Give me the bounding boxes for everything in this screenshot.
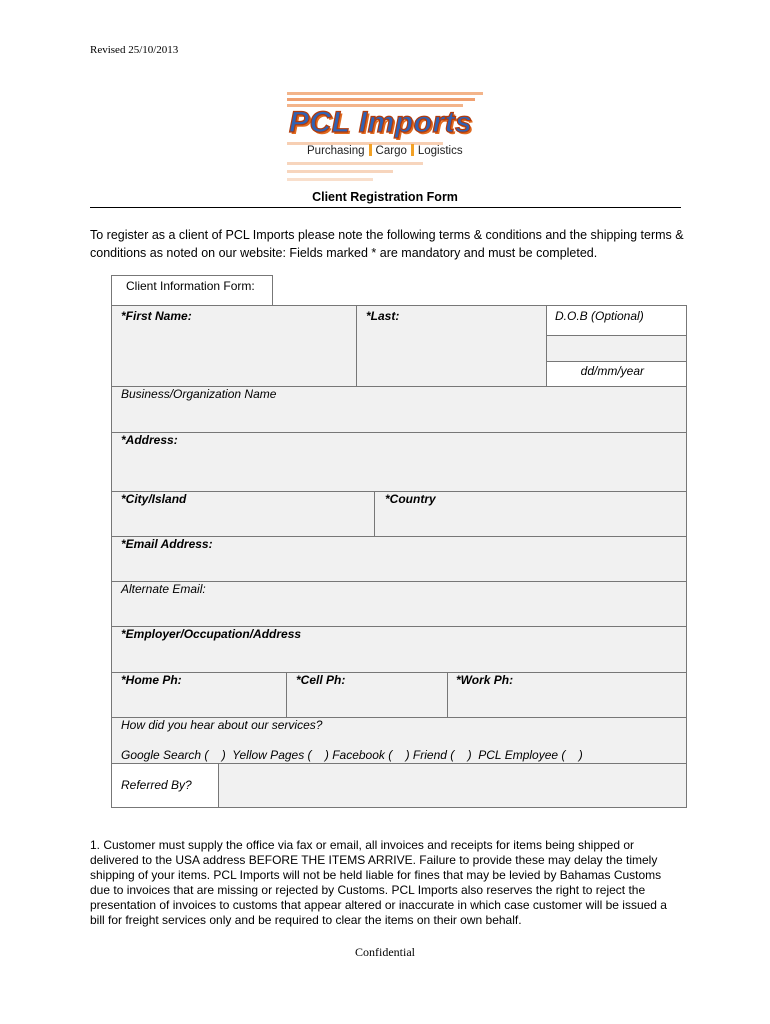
business-field[interactable] [111,386,687,433]
referral-options[interactable]: Google Search ( ) Yellow Pages ( ) Facebook ( ) Friend ( ) PCL Employee ( ) [121,748,583,762]
address-label: *Address: [121,433,178,447]
dob-label-cell [546,305,687,336]
page-title: Client Registration Form [312,190,458,204]
employer-label: *Employer/Occupation/Address [121,627,302,641]
referred-by-field[interactable] [218,763,687,808]
email-field[interactable] [111,536,687,582]
revised-date: Revised 25/10/2013 [90,44,179,56]
terms-footnote: 1. Customer must supply the office via fax or email, all invoices and receipts for items being shipped or delivered to the USA address BEFORE THE ITEMS ARRIVE. Failure to provide these may delay the timely shipping of your items. PCL Imports will not be held liable for fines that may be levied by Bahamas Customs due to invoices that are missing or rejected by Customs. PCL Imports also reserves the right to reject the presentation of invoices to customs that appear altered or inaccurate in which case customer will be issued a bill for freight services only and be required to clear the items on their own behalf. [90,838,667,927]
referred-by-label: Referred By? [121,778,192,792]
business-label: Business/Organization Name [121,387,277,401]
address-field[interactable] [111,432,687,492]
last-name-label: *Last: [366,309,400,323]
dob-format-cell [546,361,687,387]
referral-question: How did you hear about our services? [121,718,323,732]
cell-phone-field[interactable] [286,672,448,718]
first-name-field[interactable] [111,305,357,387]
alt-email-field[interactable] [111,581,687,627]
logo-tagline: Purchasing Cargo Logistics [307,145,463,157]
section-tab [111,275,273,306]
home-phone-field[interactable] [111,672,287,718]
logo-wordmark: PCL Imports [289,106,473,139]
first-name-label: *First Name: [121,309,192,323]
country-field[interactable] [374,491,687,537]
referred-by-label-cell [111,763,219,808]
intro-text: To register as a client of PCL Imports please note the following terms & conditions and the shipping terms & conditions as noted on our website: Fields marked * are mandatory and must be completed. [90,228,684,260]
referral-source-field[interactable] [111,717,687,764]
dob-label: D.O.B (Optional) [555,309,644,323]
section-label: Client Information Form: [126,279,255,293]
work-phone-field[interactable] [447,672,687,718]
city-label: *City/Island [121,492,187,506]
title-divider [90,207,681,208]
email-label: *Email Address: [121,537,213,551]
confidential-footer: Confidential [355,945,415,959]
dob-field[interactable] [546,335,687,362]
work-phone-label: *Work Ph: [456,673,514,687]
country-label: *Country [385,492,436,506]
employer-field[interactable] [111,626,687,673]
last-name-field[interactable] [356,305,547,387]
dob-format: dd/mm/year [580,364,644,378]
city-field[interactable] [111,491,375,537]
alt-email-label: Alternate Email: [121,582,206,596]
cell-phone-label: *Cell Ph: [296,673,346,687]
home-phone-label: *Home Ph: [121,673,182,687]
company-logo [287,92,483,188]
